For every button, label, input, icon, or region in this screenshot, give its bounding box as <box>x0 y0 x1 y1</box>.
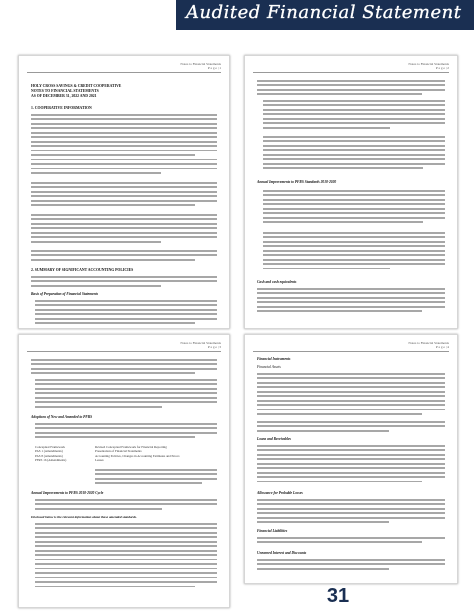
report-title-line: AS OF DECEMBER 31, 2022 AND 2021 <box>31 94 97 98</box>
text-block <box>31 359 217 377</box>
text-block <box>95 469 217 487</box>
header-rule <box>27 72 221 73</box>
text-block <box>257 80 445 98</box>
subheading: Adoptions of New and Amended to PFRS <box>31 415 93 419</box>
banner <box>0 0 474 42</box>
subheading: Annual Improvements to PFRS 2018-2020 Cycle <box>31 491 104 495</box>
text-block <box>257 537 445 546</box>
table-cell: PAS 8 (Amendments) <box>35 453 63 458</box>
table-row <box>35 458 217 462</box>
text-block <box>31 214 217 245</box>
table-cell: Presentation of Financial Statements <box>95 449 142 454</box>
table-cell: PAS 1 (Amendments) <box>35 449 63 454</box>
document-page-2 <box>244 55 458 329</box>
table-cell: Accounting Policies, Changes in Accounting Estimates and Errors <box>95 453 180 458</box>
subheading: Financial Liabilities <box>257 529 288 533</box>
text-block <box>263 136 445 172</box>
document-page-1 <box>18 55 230 329</box>
text-block <box>257 559 445 572</box>
page-header <box>408 62 449 71</box>
text-block <box>257 445 445 485</box>
text-block <box>31 250 217 263</box>
header-title: Notes to Financial Statements <box>408 62 449 66</box>
text-block <box>35 300 217 327</box>
subheading: Loans and Receivables <box>257 437 291 441</box>
page-header <box>180 341 221 350</box>
table-cell: Leases <box>95 458 104 463</box>
page-header <box>180 62 221 71</box>
subheading: Basis of Preparation of Financial Statements <box>31 292 98 296</box>
page-header <box>408 341 449 350</box>
text-block <box>257 373 445 418</box>
section-heading: 2. SUMMARY OF SIGNIFICANT ACCOUNTING POLICIES <box>31 268 134 272</box>
subheading: Annual Improvements to PFRS Standards 2018-2020 <box>257 180 337 184</box>
header-title: Notes to Financial Statements <box>180 341 221 345</box>
text-block <box>257 288 445 315</box>
text-block <box>257 499 445 526</box>
document-page-3 <box>18 334 230 608</box>
subheading: Cash and cash equivalents <box>257 280 297 284</box>
header-title: Notes to Financial Statements <box>180 62 221 66</box>
table-cell: Revised Conceptual Framework for Financial Reporting <box>95 445 167 449</box>
text-block <box>31 276 217 289</box>
header-rule <box>253 351 449 352</box>
header-rule <box>253 72 449 73</box>
report-title <box>31 84 121 99</box>
subheading: Disclosed below is the relevant information about these amended standards. <box>31 515 137 519</box>
text-block <box>35 523 217 590</box>
subheading: Financial Assets <box>257 365 281 369</box>
page-number: 31 <box>326 585 350 607</box>
subheading: Allowance for Probable Losses <box>257 491 303 495</box>
text-block <box>35 379 217 410</box>
text-block <box>263 190 445 226</box>
text-block <box>35 423 217 441</box>
section-heading: 1. COOPERATIVE INFORMATION <box>31 106 92 110</box>
header-page-number: P a g e | 1 <box>207 66 221 71</box>
header-rule <box>27 351 221 352</box>
table-cell: PFRS 16 (Amendments) <box>35 458 67 463</box>
header-page-number: P a g e | 2 <box>435 66 449 71</box>
header-page-number: P a g e | 3 <box>207 345 221 350</box>
standards-table <box>35 445 217 463</box>
text-block <box>263 100 445 131</box>
text-block <box>263 232 445 272</box>
subheading: Financial Instruments <box>257 357 291 361</box>
subheading: Unearned Interest and Discounts <box>257 551 307 555</box>
document-page-4 <box>244 334 458 584</box>
banner-title: Audited Financial Statement <box>186 2 462 23</box>
header-title: Notes to Financial Statements <box>408 341 449 345</box>
table-cell: Conceptual Framework <box>35 445 66 449</box>
header-page-number: P a g e | 4 <box>435 345 449 350</box>
text-block <box>257 421 445 434</box>
text-block <box>31 182 217 209</box>
text-block <box>31 114 217 177</box>
report-title-line: NOTES TO FINANCIAL STATEMENTS <box>31 89 99 93</box>
report-title-line: HOLY CROSS SAVINGS & CREDIT COOPERATIVE <box>31 84 122 88</box>
text-block <box>35 499 217 512</box>
